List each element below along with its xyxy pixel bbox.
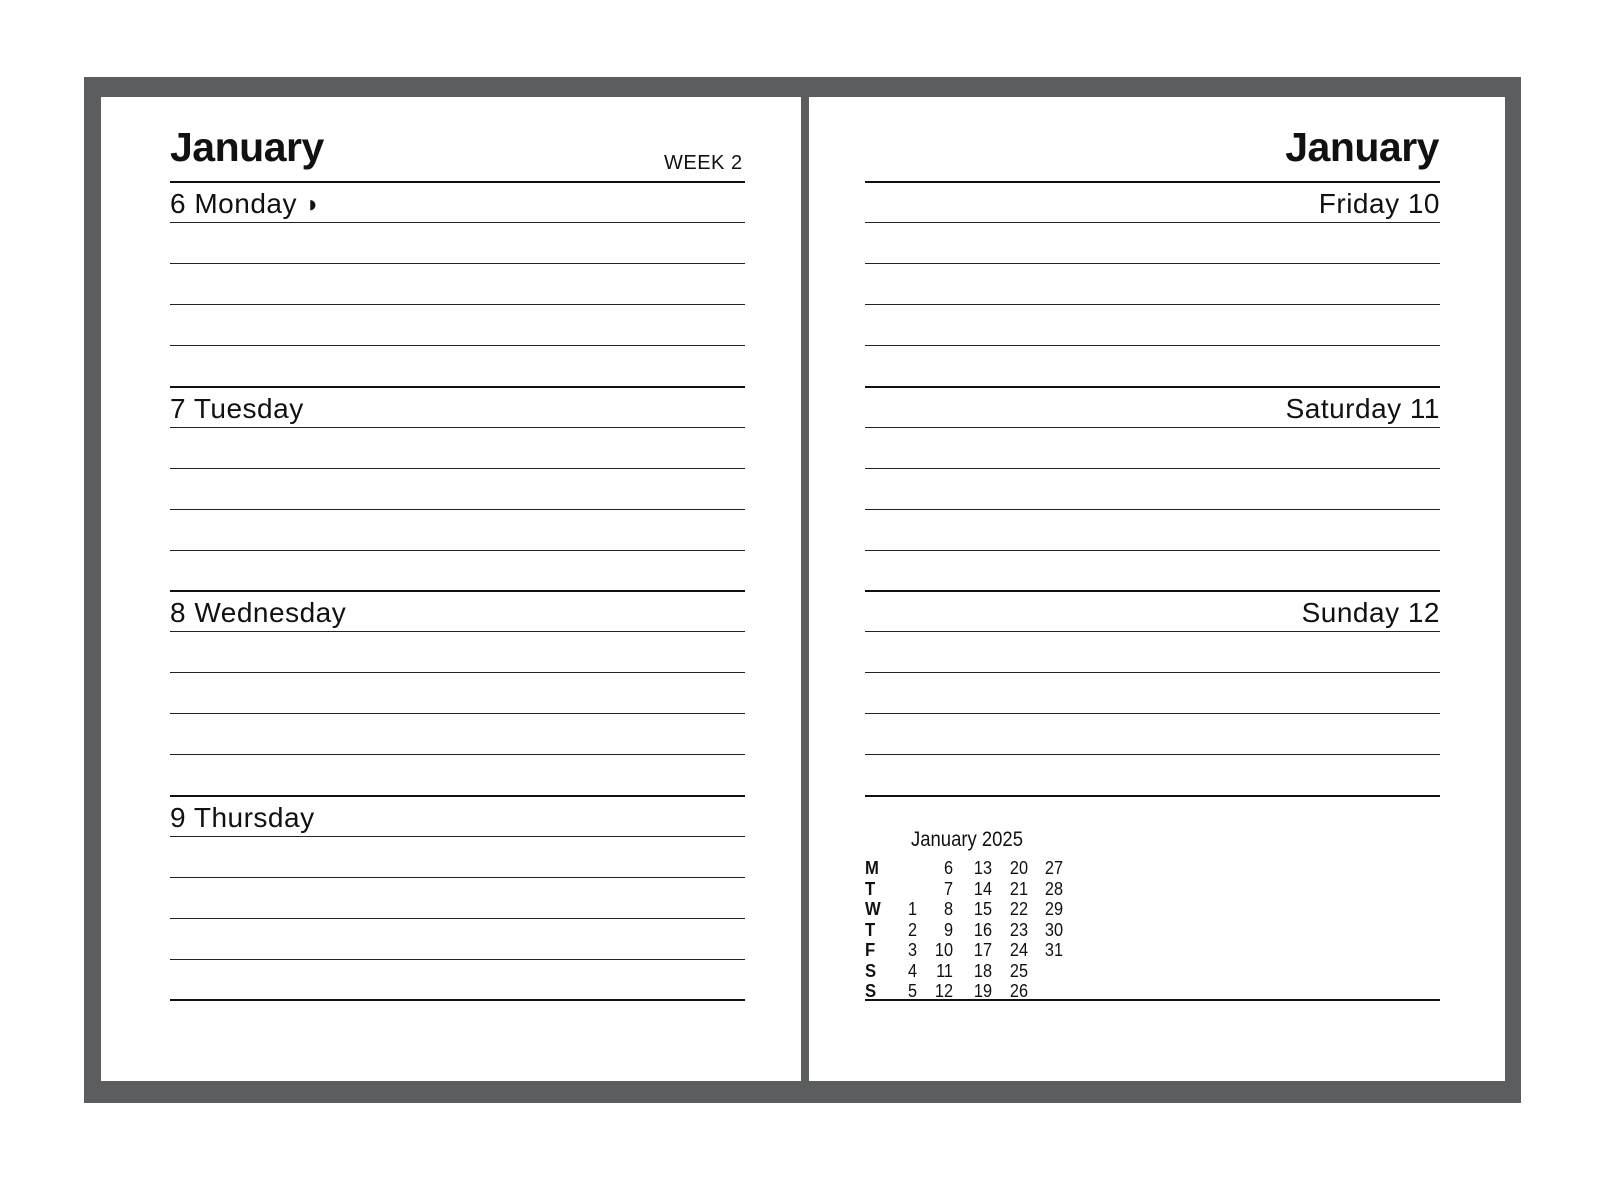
day-separator xyxy=(865,386,1440,388)
writing-line xyxy=(865,754,1440,755)
day-label xyxy=(170,599,346,627)
day-separator xyxy=(865,590,1440,592)
mini-calendar-date: 18 xyxy=(973,959,992,981)
day-label-text: 8 Wednesday xyxy=(170,597,347,628)
writing-line xyxy=(865,427,1440,428)
day-label-text: 6 Monday xyxy=(170,188,297,219)
writing-line xyxy=(865,304,1440,305)
writing-line xyxy=(170,918,745,919)
mini-calendar-date: 17 xyxy=(973,939,992,960)
writing-line xyxy=(170,836,745,837)
mini-calendar-date: 9 xyxy=(943,918,953,940)
mini-calendar-date: 26 xyxy=(1009,980,1028,1001)
mini-calendar-date: 6 xyxy=(943,857,953,878)
writing-line xyxy=(865,222,1440,223)
mini-calendar-date: 12 xyxy=(934,980,953,1001)
day-label xyxy=(1319,190,1440,218)
mini-calendar-date: 16 xyxy=(973,918,992,940)
mini-calendar-date: 25 xyxy=(1009,959,1028,981)
right-page xyxy=(809,97,1505,1081)
mini-calendar-weekday: S xyxy=(865,980,877,1001)
mini-calendar-date: 15 xyxy=(973,898,992,919)
writing-line xyxy=(865,550,1440,551)
mini-calendar-date: 19 xyxy=(973,980,992,1001)
writing-line xyxy=(170,468,745,469)
mini-calendar-date: 8 xyxy=(943,898,953,919)
mini-calendar-weekday: W xyxy=(865,898,881,919)
day-label xyxy=(170,190,318,218)
mini-calendar-date: 27 xyxy=(1044,857,1063,878)
writing-line xyxy=(865,345,1440,346)
writing-line xyxy=(170,550,745,551)
mini-calendar-date: 14 xyxy=(973,877,992,899)
writing-line xyxy=(170,631,745,632)
day-separator xyxy=(170,386,745,388)
day-separator xyxy=(170,590,745,592)
right-month-title: January xyxy=(1285,124,1439,170)
day-label xyxy=(1302,599,1440,627)
mini-calendar-weekday: S xyxy=(865,959,877,981)
writing-line xyxy=(865,672,1440,673)
writing-line xyxy=(170,754,745,755)
moon-phase-icon: ◑ xyxy=(302,191,318,218)
left-month-title: January xyxy=(170,124,324,170)
writing-line xyxy=(865,713,1440,714)
writing-line xyxy=(170,263,745,264)
writing-line xyxy=(170,222,745,223)
mini-calendar-date: 10 xyxy=(934,939,953,960)
day-label xyxy=(170,392,304,424)
writing-line xyxy=(865,509,1440,510)
day-label-text: Friday 10 xyxy=(1318,188,1440,219)
writing-line xyxy=(170,959,745,960)
mini-calendar-date: 2 xyxy=(907,918,917,940)
day-separator xyxy=(865,181,1440,183)
day-label-text: 7 Tuesday xyxy=(170,392,304,424)
writing-line xyxy=(865,468,1440,469)
mini-calendar-weekday: T xyxy=(865,918,876,940)
day-separator xyxy=(170,999,745,1001)
mini-calendar-date: 31 xyxy=(1044,939,1063,960)
writing-line xyxy=(170,304,745,305)
mini-calendar-date: 20 xyxy=(1009,857,1028,878)
day-separator xyxy=(170,795,745,797)
mini-calendar-date: 4 xyxy=(907,959,917,981)
mini-calendar-date: 23 xyxy=(1009,918,1028,940)
mini-calendar-date: 24 xyxy=(1009,939,1028,960)
mini-calendar-weekday: T xyxy=(865,877,876,899)
mini-calendar-date: 22 xyxy=(1009,898,1028,919)
writing-line xyxy=(865,263,1440,264)
writing-line xyxy=(170,672,745,673)
day-label-text: Sunday 12 xyxy=(1301,597,1440,628)
mini-calendar-date: 13 xyxy=(973,857,992,878)
day-separator xyxy=(170,181,745,183)
mini-calendar-date: 21 xyxy=(1009,877,1028,899)
writing-line xyxy=(865,631,1440,632)
mini-calendar-date: 11 xyxy=(936,959,953,981)
mini-calendar-date: 28 xyxy=(1044,877,1063,899)
mini-calendar-date: 29 xyxy=(1044,898,1063,919)
mini-calendar-weekday: F xyxy=(865,939,876,960)
mini-calendar-weekday: M xyxy=(865,857,879,878)
day-separator xyxy=(865,795,1440,797)
week-label: WEEK 2 xyxy=(664,152,743,174)
mini-calendar-date: 7 xyxy=(943,877,953,899)
day-label xyxy=(1285,392,1440,424)
mini-calendar-date: 30 xyxy=(1044,918,1063,940)
writing-line xyxy=(170,509,745,510)
mini-calendar-date: 3 xyxy=(907,939,917,960)
mini-calendar-date: 5 xyxy=(907,980,917,1001)
day-label-text: Saturday 11 xyxy=(1285,392,1440,424)
writing-line xyxy=(170,877,745,878)
day-label-text: 9 Thursday xyxy=(170,801,315,833)
mini-calendar-title: January 2025 xyxy=(911,828,1023,851)
day-label xyxy=(170,801,315,833)
writing-line xyxy=(170,713,745,714)
writing-line xyxy=(170,345,745,346)
mini-calendar-date: 1 xyxy=(907,898,917,919)
left-page xyxy=(101,97,801,1081)
writing-line xyxy=(170,427,745,428)
